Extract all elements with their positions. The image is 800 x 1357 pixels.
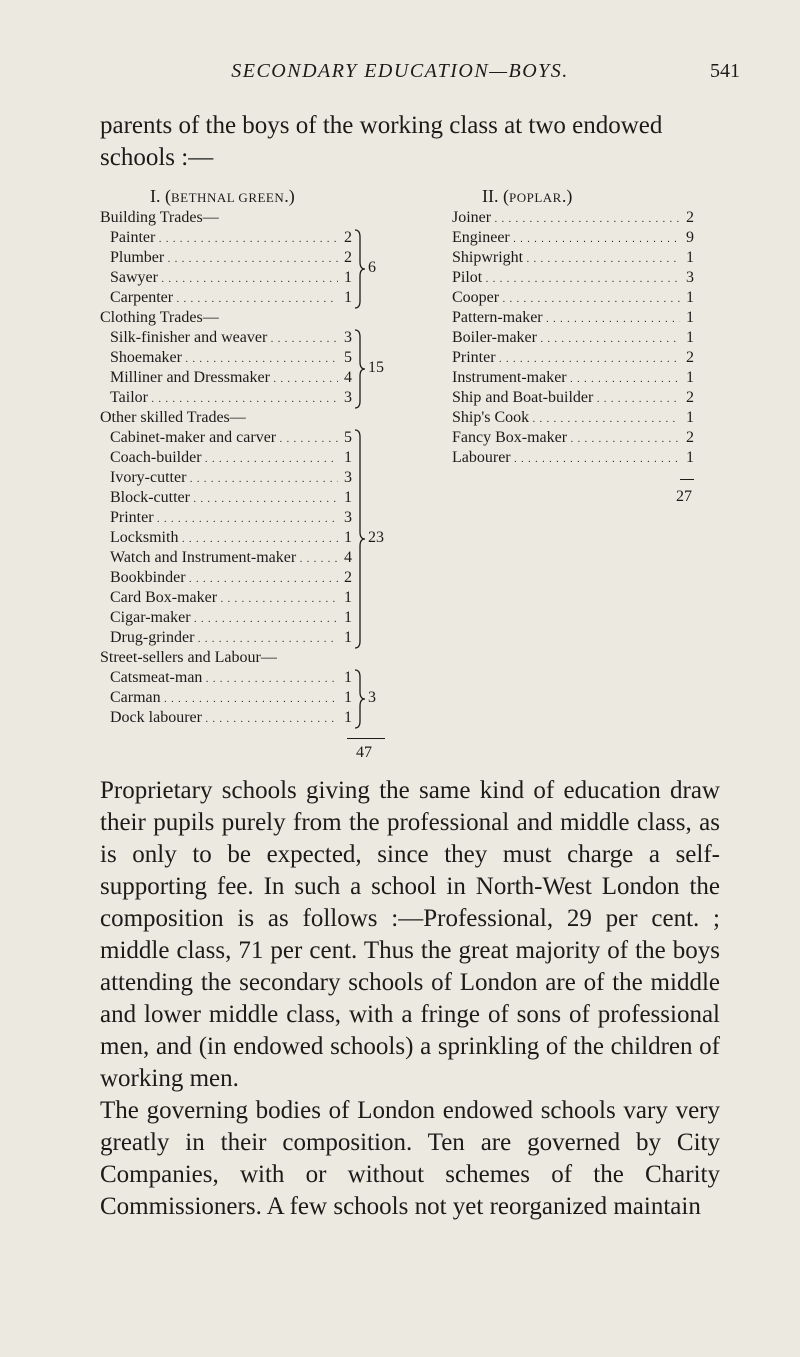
page-header — [0, 60, 800, 90]
row-value: 1 — [338, 708, 352, 728]
row-label: Coach-builder . . . — [110, 448, 352, 470]
table-row — [452, 388, 694, 408]
group-total: 23 — [368, 529, 384, 546]
grand-total: 27 — [676, 488, 692, 505]
row-value: 2 — [680, 208, 694, 228]
row-value: 1 — [680, 248, 694, 268]
table-row — [110, 288, 352, 308]
row-label: Sawyer . . . — [110, 268, 352, 290]
row-value: 1 — [680, 328, 694, 348]
row-label: Drug-grinder . . . — [110, 628, 352, 650]
row-value: 4 — [338, 368, 352, 388]
group-heading: Other skilled Trades— — [100, 409, 246, 426]
row-label: Engineer . . . — [452, 228, 694, 250]
table-row — [110, 468, 352, 488]
table-row — [110, 388, 352, 408]
group-total: 15 — [368, 359, 384, 376]
grand-total: 47 — [356, 744, 372, 761]
table-row — [452, 268, 694, 288]
row-label: Locksmith . . . — [110, 528, 352, 550]
table-row — [110, 348, 352, 368]
row-label: Carman . . . — [110, 688, 352, 710]
table-row — [110, 708, 352, 728]
row-label: Cooper . . . — [452, 288, 694, 310]
row-value: 2 — [680, 388, 694, 408]
row-label: Silk-finisher and weaver . . . — [110, 328, 352, 350]
row-value: 5 — [338, 348, 352, 368]
row-label: Catsmeat-man . . . — [110, 668, 352, 690]
table-row — [110, 448, 352, 468]
row-value: 1 — [338, 528, 352, 548]
table-row — [110, 608, 352, 628]
row-value: 1 — [680, 368, 694, 388]
table-row — [452, 288, 694, 308]
row-label: Labourer . . . — [452, 448, 694, 470]
group-heading: Street-sellers and Labour— — [100, 649, 277, 666]
row-label: Milliner and Dressmaker . . . — [110, 368, 352, 390]
group-total: 6 — [368, 259, 376, 276]
row-label: Ship and Boat-builder . . . — [452, 388, 694, 410]
table-row — [110, 228, 352, 248]
table-right-title — [482, 186, 572, 207]
table-left-title — [150, 186, 295, 207]
row-value: 1 — [338, 628, 352, 648]
row-label: Fancy Box-maker . . . — [452, 428, 694, 450]
row-label: Printer . . . — [452, 348, 694, 370]
row-label: Ship's Cook . . . — [452, 408, 694, 430]
table-row — [110, 688, 352, 708]
table-row — [452, 208, 694, 228]
page-number: 541 — [710, 60, 740, 82]
table-right-school: POPLAR — [508, 190, 562, 205]
row-value: 2 — [680, 428, 694, 448]
row-value: 1 — [680, 448, 694, 468]
row-label: Tailor . . . — [110, 388, 352, 410]
row-label: Instrument-maker . . . — [452, 368, 694, 390]
table-row — [452, 228, 694, 248]
table-left-close: .) — [284, 186, 295, 206]
row-label: Watch and Instrument-maker . . . — [110, 548, 352, 570]
table-right-numeral: II. ( — [482, 186, 509, 206]
table-right-close: .) — [561, 186, 573, 206]
row-value: 1 — [680, 408, 694, 428]
row-label: Dock labourer . . . — [110, 708, 352, 730]
table-row — [452, 448, 694, 468]
row-label: Shipwright . . . — [452, 248, 694, 270]
table-row — [110, 548, 352, 568]
intro-text: parents of the boys of the working class at two endowed schools :— — [100, 112, 663, 171]
table-row — [452, 428, 694, 448]
row-value: 1 — [338, 668, 352, 688]
row-value: 1 — [338, 588, 352, 608]
sum-rule — [680, 479, 694, 480]
table-row — [452, 348, 694, 368]
table-row — [452, 368, 694, 388]
row-label: Boiler-maker . . . — [452, 328, 694, 350]
row-value: 1 — [338, 488, 352, 508]
row-label: Carpenter . . . — [110, 288, 352, 310]
row-value: 9 — [680, 228, 694, 248]
table-row — [110, 508, 352, 528]
row-label: Pattern-maker . . . — [452, 308, 694, 330]
table-row — [110, 588, 352, 608]
table-row — [110, 528, 352, 548]
table-row — [110, 328, 352, 348]
row-value: 2 — [680, 348, 694, 368]
table-row — [110, 668, 352, 688]
row-value: 3 — [680, 268, 694, 288]
group-heading: Building Trades— — [100, 209, 219, 226]
brace-icon — [353, 329, 367, 409]
row-value: 1 — [338, 688, 352, 708]
row-value: 1 — [338, 288, 352, 308]
body-paragraph: The governing bodies of London endowed schools vary very greatly in their composition. Ten are governed by City Companies, with or without schemes of the Charity Commissioners. A few schools not yet reorganized maintain — [100, 1097, 720, 1220]
row-value: 5 — [338, 428, 352, 448]
table-row — [110, 368, 352, 388]
row-value: 3 — [338, 328, 352, 348]
table-left-numeral: I. ( — [150, 186, 171, 206]
row-label: Printer . . . — [110, 508, 352, 530]
row-value: 1 — [338, 448, 352, 468]
running-head: SECONDARY EDUCATION—BOYS. — [231, 60, 569, 82]
table-row — [452, 328, 694, 348]
row-value: 4 — [338, 548, 352, 568]
row-label: Pilot . . . — [452, 268, 694, 290]
row-value: 1 — [680, 288, 694, 308]
row-value: 1 — [680, 308, 694, 328]
row-label: Cigar-maker . . . — [110, 608, 352, 630]
table-row — [452, 408, 694, 428]
row-label: Ivory-cutter . . . — [110, 468, 352, 490]
row-value: 1 — [338, 268, 352, 288]
row-value: 3 — [338, 388, 352, 408]
group-heading: Clothing Trades— — [100, 309, 219, 326]
row-label: Cabinet-maker and carver . . . — [110, 428, 352, 450]
row-value: 2 — [338, 228, 352, 248]
table-row — [110, 268, 352, 288]
brace-icon — [353, 229, 367, 309]
row-value: 3 — [338, 508, 352, 528]
row-label: Painter . . . — [110, 228, 352, 250]
sum-rule — [347, 738, 385, 739]
table-left-school: BETHNAL GREEN — [171, 190, 285, 205]
row-value: 3 — [338, 468, 352, 488]
group-total: 3 — [368, 689, 376, 706]
body-text — [100, 775, 720, 1223]
row-value: 2 — [338, 568, 352, 588]
row-label: Bookbinder . . . — [110, 568, 352, 590]
table-row — [110, 568, 352, 588]
row-label: Joiner . . . — [452, 208, 694, 230]
table-row — [110, 628, 352, 648]
table-row — [110, 248, 352, 268]
table-row — [110, 428, 352, 448]
brace-icon — [353, 429, 367, 649]
row-value: 1 — [338, 608, 352, 628]
body-paragraph: Proprietary schools giving the same kind of education draw their pupils purely from the professional and middle class, as is only to be expected, since they must charge a self-supporting fee. In such a school in North-West London the composition is as follows :—Professional, 29 per cent. ; middle class, 71 per cent. Thus the great majority of the boys attending the secondary schools of London are of the middle and lower middle class, with a fringe of sons of professional men, and (in endowed schools) a sprinkling of the children of working men. — [100, 777, 720, 1092]
table-row — [110, 488, 352, 508]
row-label: Plumber . . . — [110, 248, 352, 270]
row-label: Shoemaker . . . — [110, 348, 352, 370]
brace-icon — [353, 669, 367, 729]
row-label: Block-cutter . . . — [110, 488, 352, 510]
row-value: 2 — [338, 248, 352, 268]
row-label: Card Box-maker . . . — [110, 588, 352, 610]
table-row — [452, 308, 694, 328]
table-row — [452, 248, 694, 268]
